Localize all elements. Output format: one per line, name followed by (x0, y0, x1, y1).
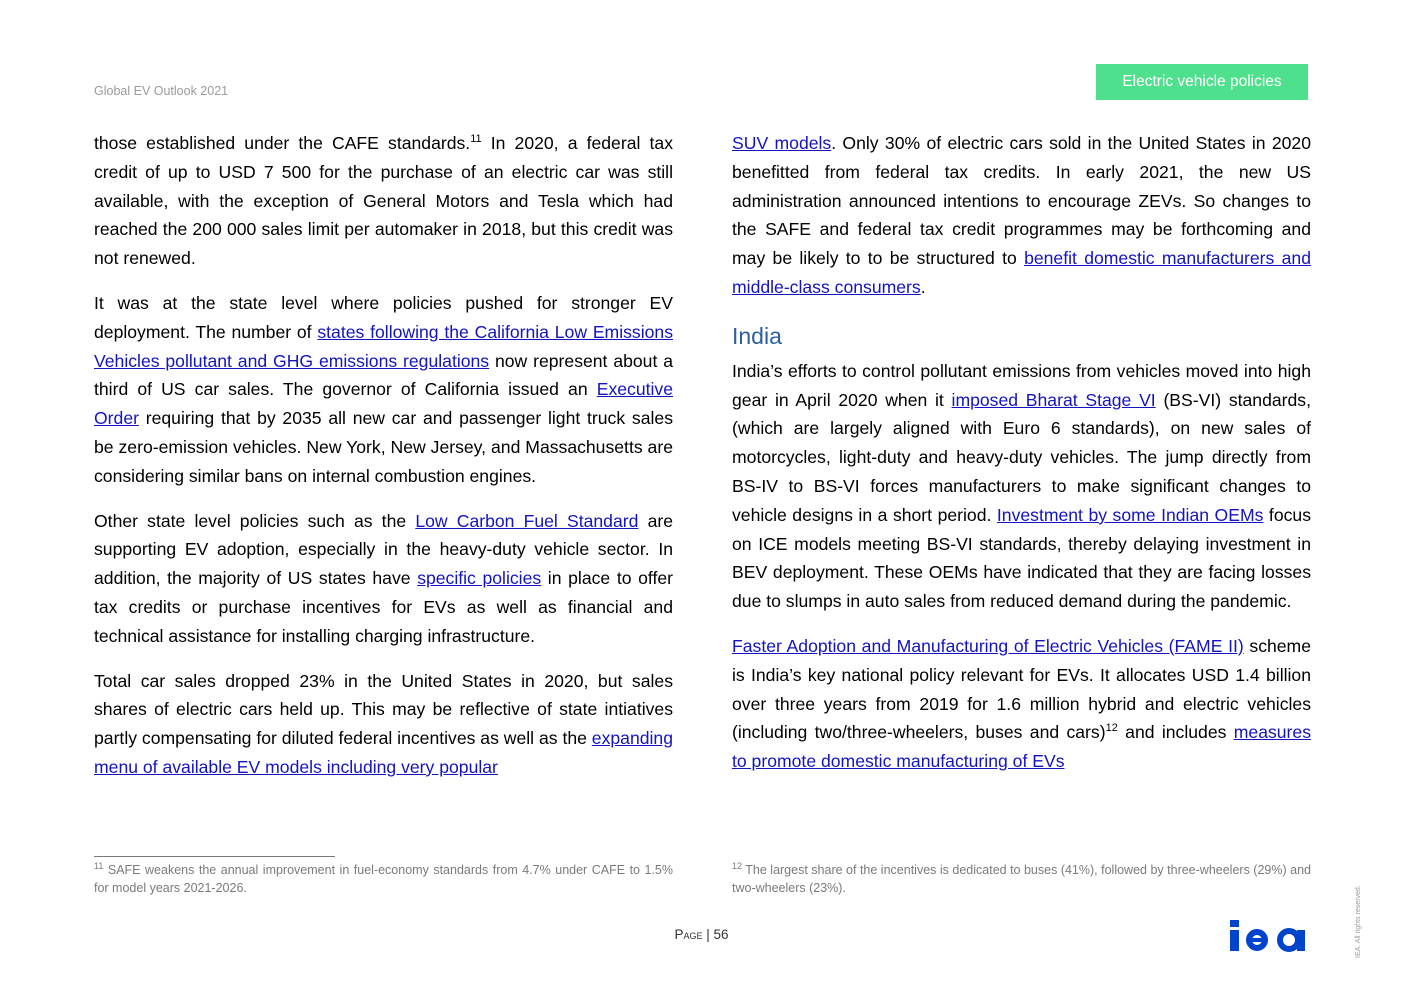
link-california-lev[interactable]: states following the California Low Emissions Vehicles pollutant and GHG emissions regulations (94, 321, 673, 371)
paragraph: SUV models. Only 30% of electric cars sold in the United States in 2020 benefitted from federal tax credits. In early 2021, the new US administration announced intentions to encourage ZEVs. So changes to the SAFE and federal tax credit programmes may be forthcoming and may be likely to to be structured to benefit domestic manufacturers and middle-class consumers. (732, 133, 1311, 297)
right-column (732, 129, 1311, 792)
link-benefit-domestic-manufacturers[interactable]: benefit domestic manufacturers and middle-class consumers (732, 248, 1311, 297)
link-suv-models[interactable]: SUV models (732, 133, 832, 153)
link-specific-policies[interactable]: specific policies (417, 568, 542, 589)
paragraph: Faster Adoption and Manufacturing of Electric Vehicles (FAME II) scheme is India’s key national policy relevant for EVs. It allocates USD 1.4 billion over three years from 2019 for 1.6 million hybrid and electric vehicles (including two/three-wheelers, buses and cars)$^{12}$ and includes measures to promote domestic manufacturing of EVs (732, 635, 1311, 772)
section-heading-india: India (732, 322, 782, 349)
link-bharat-stage-vi[interactable]: imposed Bharat Stage VI (951, 389, 1156, 410)
footnote-ref: 12 (1105, 722, 1118, 735)
iea-logo (1229, 918, 1309, 952)
footnote-divider (94, 856, 335, 857)
document-title: Global EV Outlook 2021 (94, 84, 229, 98)
paragraph: Other state level policies such as the Low Carbon Fuel Standard are supporting EV adoption, especially in the heavy-duty vehicle sector. In addition, the majority of US states have specific policies in place to offer tax credits or purchase incentives for EVs as well as financial and technical assistance for installing charging infrastructure. (94, 510, 674, 646)
section-tab: Electric vehicle policies (1096, 64, 1308, 100)
paragraph: India’s efforts to control pollutant emissions from vehicles moved into high gear in April 2020 when it imposed Bharat Stage VI (BS-VI) standards, (which are largely aligned with Euro 6 standards), on new sales of motorcycles, light-duty and heavy-duty vehicles. The jump directly from BS-IV to BS-VI forces manufacturers to make significant changes to vehicle designs in a short period. Investment by some Indian OEMs focus on ICE models meeting BS-VI standards, thereby delaying investment in BEV deployment. These OEMs have indicated that they are facing losses due to slumps in auto sales from reduced demand during the pandemic. (732, 360, 1311, 612)
paragraph: those established under the CAFE standards.$^{11}$ In 2020, a federal tax credit of up to USD 7 500 for the purchase of an electric car was still available, with the exception of General Motors and Tesla which had reached the 200 000 sales limit per automaker in 2018, but this credit was not renewed. (94, 133, 673, 269)
link-domestic-manufacturing[interactable]: measures to promote domestic manufacturing of EVs (732, 722, 1311, 772)
link-indian-oems-investment[interactable]: Investment by some Indian OEMs (996, 504, 1264, 525)
link-fame-ii[interactable]: Faster Adoption and Manufacturing of Electric Vehicles (FAME II) (732, 635, 1244, 656)
left-column (94, 129, 673, 798)
link-executive-order[interactable]: Executive Order (94, 379, 673, 429)
rights-notice: IEA. All rights reserved. (1355, 885, 1362, 958)
link-ev-models[interactable]: expanding menu of available EV models including very popular (94, 728, 673, 777)
link-low-carbon-fuel-standard[interactable]: Low Carbon Fuel Standard (415, 510, 639, 531)
footnote-11: $^{11}$ SAFE weakens the annual improvement in fuel-economy standards from 4.7% under CAFE to 1.5% for model years 2021-2026. (94, 860, 673, 895)
paragraph: It was at the state level where policies pushed for stronger EV deployment. The number of states following the California Low Emissions Vehicles pollutant and GHG emissions regulations now represent about a third of US car sales. The governor of California issued an Executive Order requiring that by 2035 all new car and passenger light truck sales be zero-emission vehicles. New York, New Jersey, and Massachusetts are considering similar bans on internal combustion engines. (94, 292, 673, 486)
paragraph: Total car sales dropped 23% in the United States in 2020, but sales shares of electric cars held up. This may be reflective of state intiatives partly compensating for diluted federal incentives as well as the expanding menu of available EV models including very popular (94, 670, 673, 777)
footnote-ref: 11 (470, 133, 482, 146)
page-number: Page | 56 (674, 927, 729, 942)
footnote-12: $^{12}$ The largest share of the incentives is dedicated to buses (41%), followed by three-wheelers (29%) and two-wheelers (23%). (732, 860, 1311, 895)
